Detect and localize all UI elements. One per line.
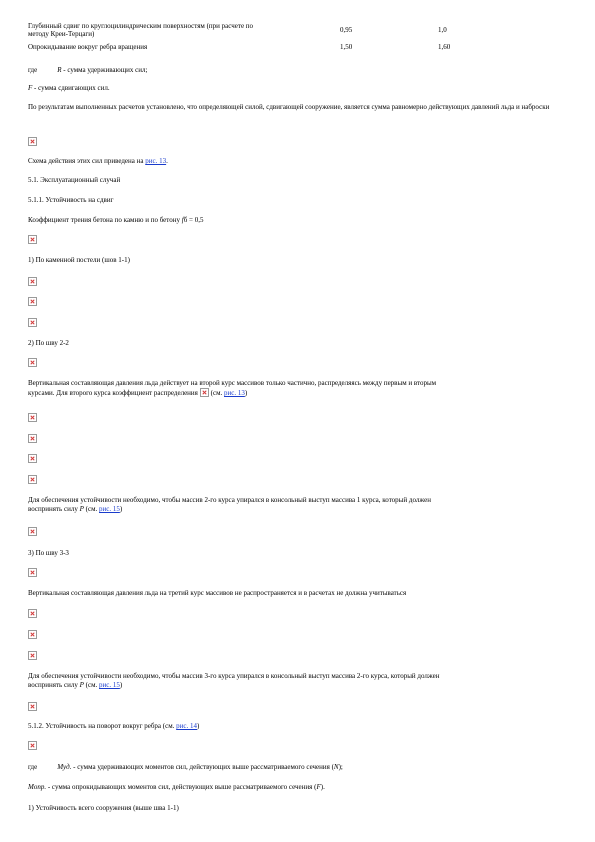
definition-F: F - сумма сдвигающих сил. (28, 84, 110, 92)
figure-link[interactable]: рис. 15 (99, 681, 120, 689)
stability-paragraph: Для обеспечения устойчивости необходимо, чтобы массив 3-го курса упирался в консольный выступ массива 2-го курса, который должен воспринять силу P (см. рис. 15) (28, 672, 440, 689)
broken-image-icon (28, 434, 37, 443)
broken-image-icon (28, 651, 37, 660)
subsection-heading: 5.1.1. Устойчивость на сдвиг (28, 196, 114, 204)
table-cell-value: 1,0 (438, 26, 447, 34)
broken-image-icon (28, 413, 37, 422)
table-row (28, 38, 498, 51)
table-cell-label: Опрокидывание вокруг ребра вращения (28, 43, 148, 51)
broken-image-icon (28, 702, 37, 711)
figure-link[interactable]: рис. 15 (99, 505, 120, 513)
broken-image-icon (28, 235, 37, 244)
friction-coefficient: Коэффициент трения бетона по камню и по бетону fб = 0,5 (28, 216, 204, 224)
vertical-component-paragraph: Вертикальная составляющая давления льда действует на второй курс массивов только частично, распределяясь между первым и вторым курсами. Для второго курса коэффициент распределения (см. рис. 13) (28, 379, 437, 397)
section-heading: 5.1. Эксплуатационный случай (28, 176, 121, 184)
figure-link[interactable]: рис. 14 (176, 722, 198, 730)
row-label-line: Глубинный сдвиг по круглоцилиндрическим поверхностям (при расчете по (28, 22, 254, 30)
table-row (28, 22, 498, 38)
broken-image-icon (28, 454, 37, 463)
broken-image-icon (28, 297, 37, 306)
item-heading: 2) По шву 2-2 (28, 339, 69, 347)
broken-image-icon (200, 388, 209, 397)
broken-image-icon (28, 527, 37, 536)
broken-image-icon (28, 741, 37, 750)
broken-image-icon (28, 137, 37, 146)
broken-image-icon (28, 475, 37, 484)
table-cell-value: 1,60 (438, 43, 451, 51)
broken-image-icon (28, 277, 37, 286)
row-label-line: методу Креи-Терцаги) (28, 30, 95, 38)
definition-R: где R - сумма удерживающих сил; (28, 66, 148, 74)
stability-paragraph: Для обеспечения устойчивости необходимо, чтобы массив 2-го курса упирался в консольный выступ массива 1 курса, который должен воспринять силу P (см. рис. 15) (28, 496, 431, 513)
scheme-paragraph: Схема действия этих сил приведена на рис. 13. (28, 157, 168, 165)
broken-image-icon (28, 630, 37, 639)
broken-image-icon (28, 318, 37, 327)
table-cell-value: 1,50 (340, 43, 353, 51)
subsection-heading: 5.1.2. Устойчивость на поворот вокруг ребра (см. рис. 14) (28, 722, 200, 730)
item-heading: 3) По шву 3-3 (28, 549, 69, 557)
table-cell-value: 0,95 (340, 26, 353, 34)
definition-M-hold: где Mуд. - сумма удерживающих моментов сил, действующих выше рассматриваемого сечения (N); (28, 763, 343, 771)
broken-image-icon (28, 609, 37, 618)
coefficients-table (28, 22, 498, 51)
figure-link[interactable]: рис. 13 (145, 157, 167, 165)
item-heading: 1) По каменной постели (шов 1-1) (28, 256, 130, 264)
definition-M-tip: Mопр. - сумма опрокидывающих моментов сил, действующих выше рассматриваемого сечения (F). (28, 783, 325, 791)
broken-image-icon (28, 568, 37, 577)
vertical-component-paragraph: Вертикальная составляющая давления льда на третий курс массивов не распространяется и в расчетах не должна учитываться (28, 589, 407, 597)
figure-link[interactable]: рис. 13 (224, 389, 245, 397)
table-cell-label (28, 22, 340, 38)
broken-image-icon (28, 358, 37, 367)
result-paragraph: По результатам выполненных расчетов установлено, что определяющей силой, сдвигающей сооружение, является сумма равномерно действующих давлений льда и наброски (28, 103, 550, 111)
item-heading: 1) Устойчивость всего сооружения (выше шва 1-1) (28, 804, 179, 812)
